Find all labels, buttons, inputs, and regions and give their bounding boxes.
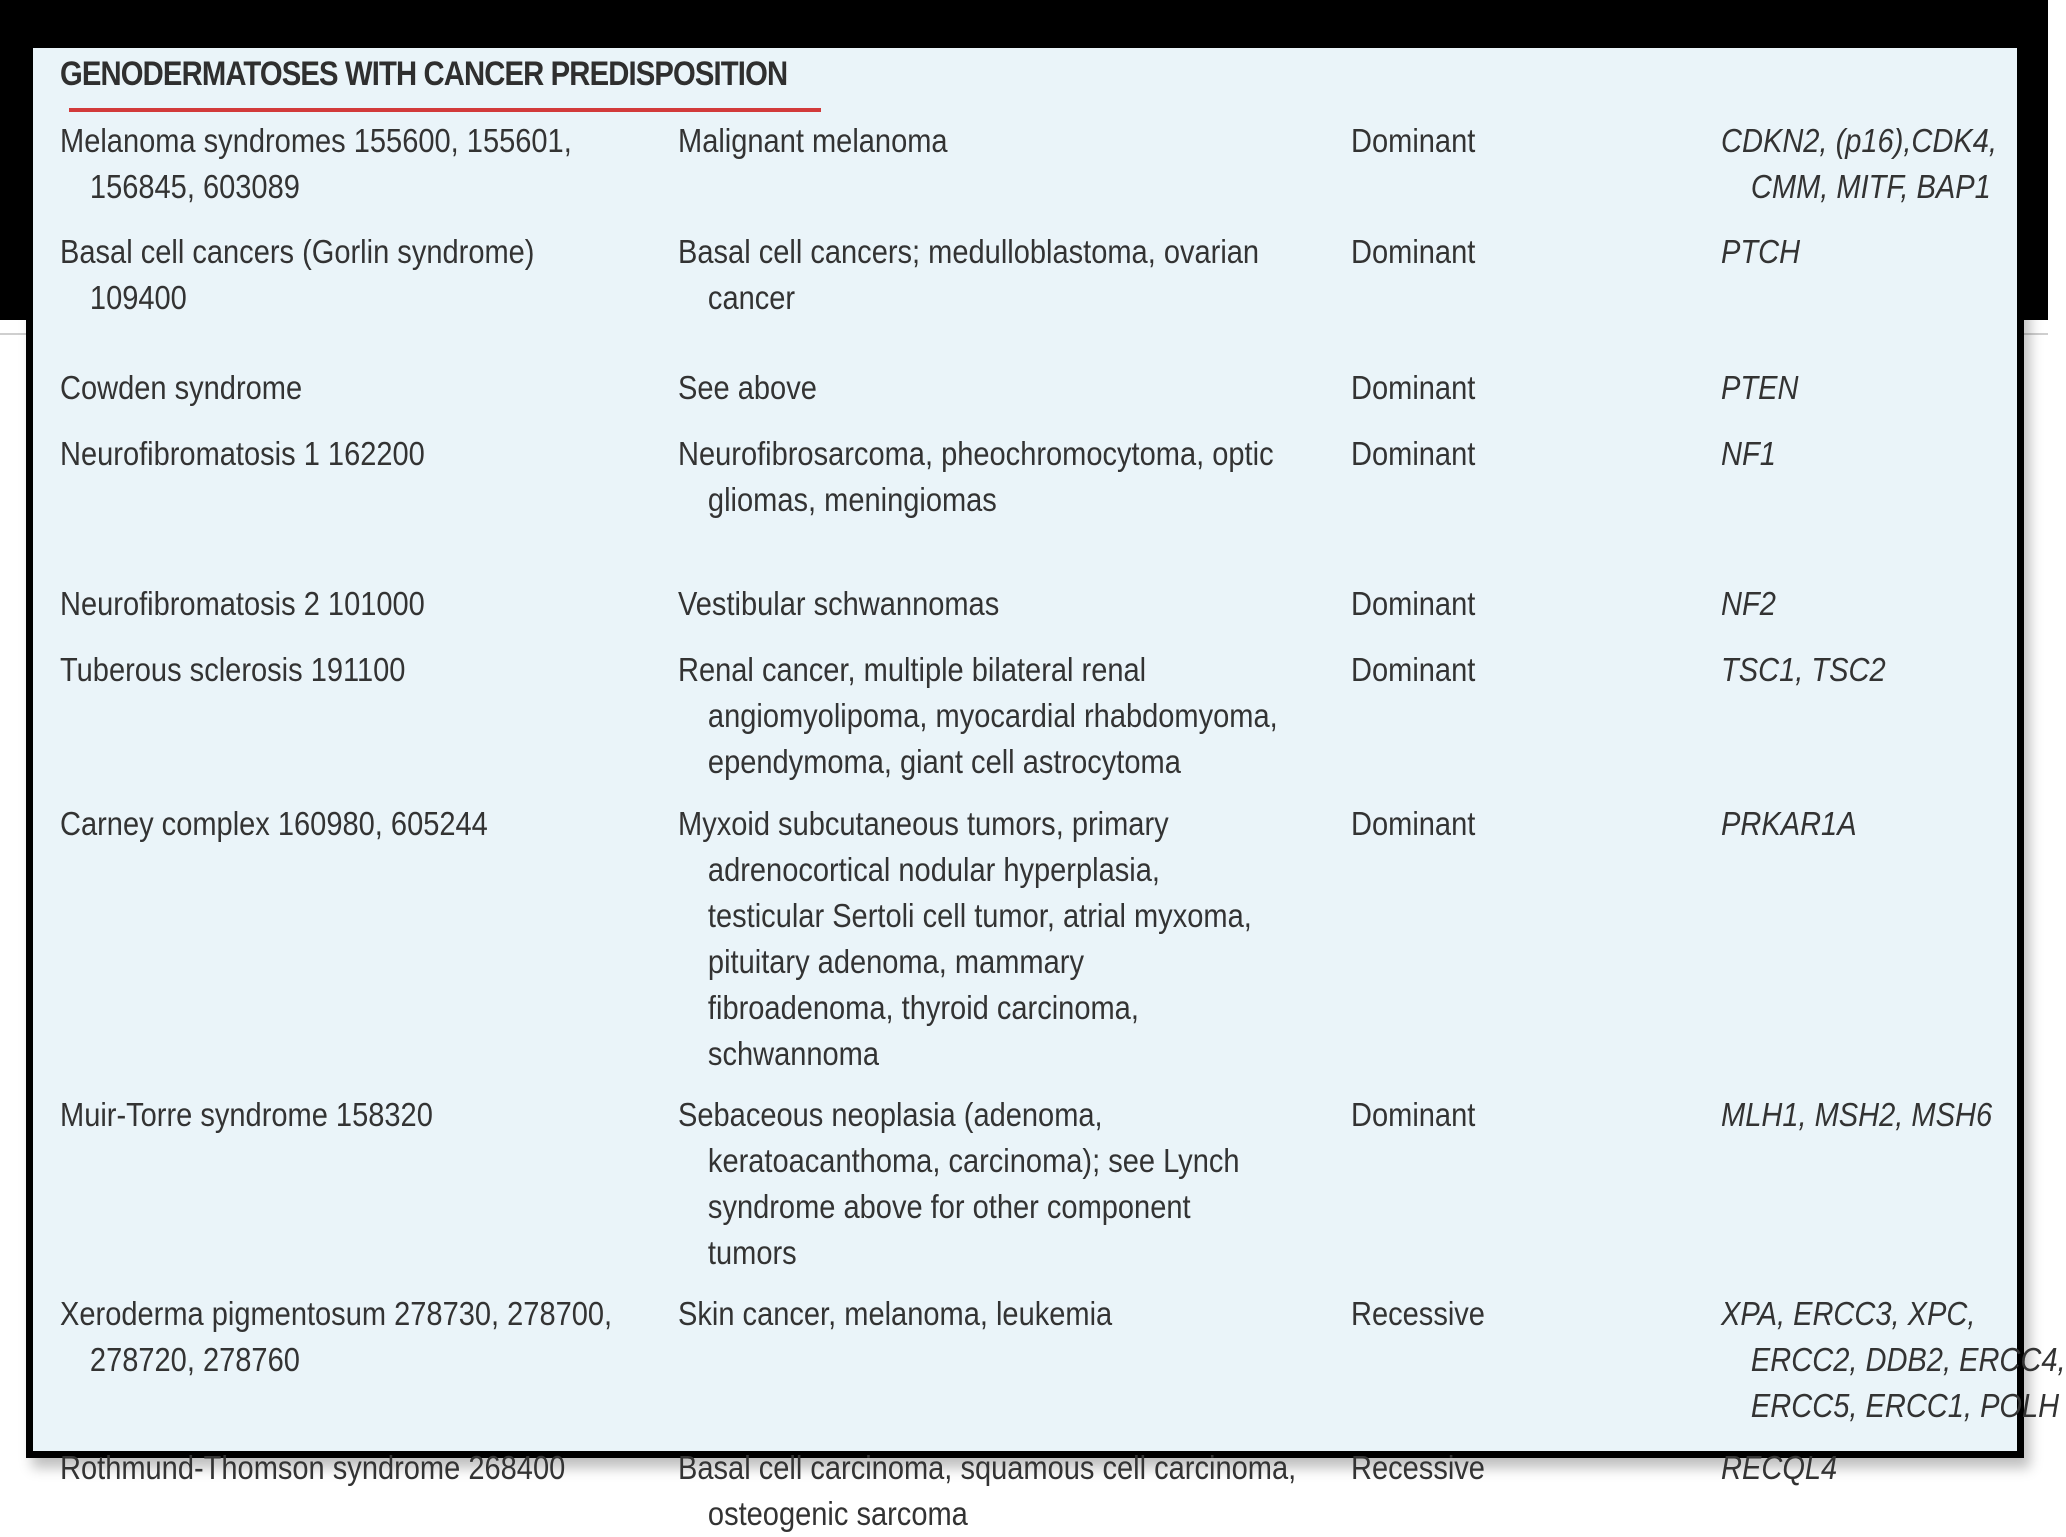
genes-cell-line: PTEN [1721, 369, 1799, 406]
inheritance-cell-line: Recessive [1351, 1449, 1485, 1486]
genes-cell-line: CMM, MITF, BAP1 [1750, 168, 1991, 205]
genes-cell-line: NF1 [1721, 435, 1776, 472]
genes-cell [1721, 229, 2011, 275]
syndrome-cell-line: Neurofibromatosis 1 162200 [60, 435, 425, 472]
genes-cell [1721, 118, 2011, 210]
inheritance-cell-line: Dominant [1351, 585, 1476, 622]
inheritance-cell-line: Dominant [1351, 435, 1476, 472]
syndrome-cell-line: Neurofibromatosis 2 101000 [60, 585, 425, 622]
genes-cell-line: ERCC2, DDB2, ERCC4, [1750, 1341, 2066, 1378]
tumor-types-cell-line: Malignant melanoma [678, 122, 948, 159]
syndrome-cell-line: Muir-Torre syndrome 158320 [60, 1096, 433, 1133]
tumor-types-cell-line: angiomyolipoma, myocardial rhabdomyoma, [707, 697, 1278, 734]
inheritance-cell [1351, 1445, 1615, 1491]
genes-cell-line: CDKN2, (p16),CDK4, [1721, 122, 1997, 159]
syndrome-cell [60, 365, 623, 411]
inheritance-cell-line: Dominant [1351, 369, 1476, 406]
genes-cell-line: PRKAR1A [1721, 805, 1857, 842]
inheritance-cell [1351, 801, 1615, 847]
genes-cell-line: RECQL4 [1721, 1449, 1838, 1486]
syndrome-cell [60, 1291, 623, 1383]
tumor-types-cell-line: Myxoid subcutaneous tumors, primary [678, 805, 1169, 842]
inheritance-cell [1351, 1092, 1615, 1138]
genes-cell-line: ERCC5, ERCC1, POLH [1750, 1387, 2060, 1424]
genes-cell [1721, 365, 2011, 411]
table-image-panel [26, 48, 2066, 1532]
inheritance-cell-line: Recessive [1351, 1295, 1485, 1332]
syndrome-cell-line: Carney complex 160980, 605244 [60, 805, 488, 842]
inheritance-cell [1351, 118, 1615, 164]
genes-cell-line: TSC1, TSC2 [1721, 651, 1886, 688]
syndrome-cell-line: 109400 [89, 279, 187, 316]
syndrome-cell [60, 801, 623, 847]
tumor-types-cell [678, 229, 1285, 321]
genes-cell-line: XPA, ERCC3, XPC, [1721, 1295, 1976, 1332]
tumor-types-cell [678, 431, 1285, 523]
syndrome-cell-line: Tuberous sclerosis 191100 [60, 651, 406, 688]
tumor-types-cell-line: See above [678, 369, 817, 406]
syndrome-cell [60, 431, 623, 477]
tumor-types-cell [678, 1291, 1285, 1337]
genes-cell [1721, 801, 2011, 847]
genes-cell-line: MLH1, MSH2, MSH6 [1721, 1096, 1993, 1133]
tumor-types-cell-line: Skin cancer, melanoma, leukemia [678, 1295, 1113, 1332]
genes-cell-line: NF2 [1721, 585, 1776, 622]
genes-cell [1721, 647, 2011, 693]
syndrome-cell-line: 278720, 278760 [89, 1341, 300, 1378]
inheritance-cell [1351, 581, 1615, 627]
tumor-types-cell-line: fibroadenoma, thyroid carcinoma, [707, 989, 1139, 1026]
syndrome-cell [60, 118, 623, 210]
syndrome-cell [60, 229, 623, 321]
tumor-types-cell-line: syndrome above for other component [707, 1188, 1191, 1225]
tumor-types-cell-line: adrenocortical nodular hyperplasia, [707, 851, 1160, 888]
tumor-types-cell-line: Sebaceous neoplasia (adenoma, [678, 1096, 1103, 1133]
genes-cell [1721, 431, 2011, 477]
syndrome-cell [60, 1445, 623, 1491]
tumor-types-cell-line: Basal cell cancers; medulloblastoma, ovarian [678, 233, 1260, 270]
tumor-types-cell-line: gliomas, meningiomas [707, 481, 997, 518]
inheritance-cell [1351, 229, 1615, 275]
inheritance-cell-line: Dominant [1351, 805, 1476, 842]
genes-cell [1721, 1092, 2011, 1138]
tumor-types-cell-line: Renal cancer, multiple bilateral renal [678, 651, 1147, 688]
syndrome-cell [60, 1092, 623, 1138]
syndrome-cell-line: Xeroderma pigmentosum 278730, 278700, [60, 1295, 613, 1332]
tumor-types-cell [678, 647, 1285, 785]
inheritance-cell-line: Dominant [1351, 1096, 1476, 1133]
tumor-types-cell-line: ependymoma, giant cell astrocytoma [707, 743, 1181, 780]
inheritance-cell [1351, 365, 1615, 411]
tumor-types-cell [678, 1445, 1297, 1537]
tumor-types-cell-line: keratoacanthoma, carcinoma); see Lynch [707, 1142, 1240, 1179]
tumor-types-cell-line: Vestibular schwannomas [678, 585, 1000, 622]
tumor-types-cell-line: cancer [707, 279, 796, 316]
syndrome-cell-line: Cowden syndrome [60, 369, 303, 406]
genes-cell [1721, 581, 2011, 627]
inheritance-cell [1351, 647, 1615, 693]
inheritance-cell [1351, 1291, 1615, 1337]
tumor-types-cell-line: pituitary adenoma, mammary [707, 943, 1084, 980]
inheritance-cell-line: Dominant [1351, 233, 1476, 270]
tumor-types-cell-line: Basal cell carcinoma, squamous cell carcinoma, [678, 1449, 1297, 1486]
genes-cell [1721, 1291, 2066, 1429]
tumor-types-cell-line: osteogenic sarcoma [707, 1495, 968, 1532]
tumor-types-cell [678, 581, 1285, 627]
syndrome-cell [60, 647, 623, 693]
table-title: GENODERMATOSES WITH CANCER PREDISPOSITION [60, 55, 788, 93]
genes-cell-line: PTCH [1721, 233, 1801, 270]
tumor-types-cell [678, 1092, 1285, 1276]
genes-cell [1721, 1445, 2011, 1491]
tumor-types-cell [678, 118, 1285, 164]
inheritance-cell-line: Dominant [1351, 122, 1476, 159]
tumor-types-cell-line: tumors [707, 1234, 797, 1271]
tumor-types-cell-line: testicular Sertoli cell tumor, atrial myxoma, [707, 897, 1252, 934]
syndrome-cell-line: Basal cell cancers (Gorlin syndrome) [60, 233, 535, 270]
table-rows [33, 48, 2066, 1532]
tumor-types-cell [678, 365, 1285, 411]
tumor-types-cell-line: Neurofibrosarcoma, pheochromocytoma, optic [678, 435, 1274, 472]
syndrome-cell-line: 156845, 603089 [89, 168, 300, 205]
tumor-types-cell [678, 801, 1285, 1077]
inheritance-cell [1351, 431, 1615, 477]
syndrome-cell-line: Rothmund-Thomson syndrome 268400 [60, 1449, 566, 1486]
inheritance-cell-line: Dominant [1351, 651, 1476, 688]
tumor-types-cell-line: schwannoma [707, 1035, 880, 1072]
syndrome-cell [60, 581, 623, 627]
syndrome-cell-line: Melanoma syndromes 155600, 155601, [60, 122, 572, 159]
